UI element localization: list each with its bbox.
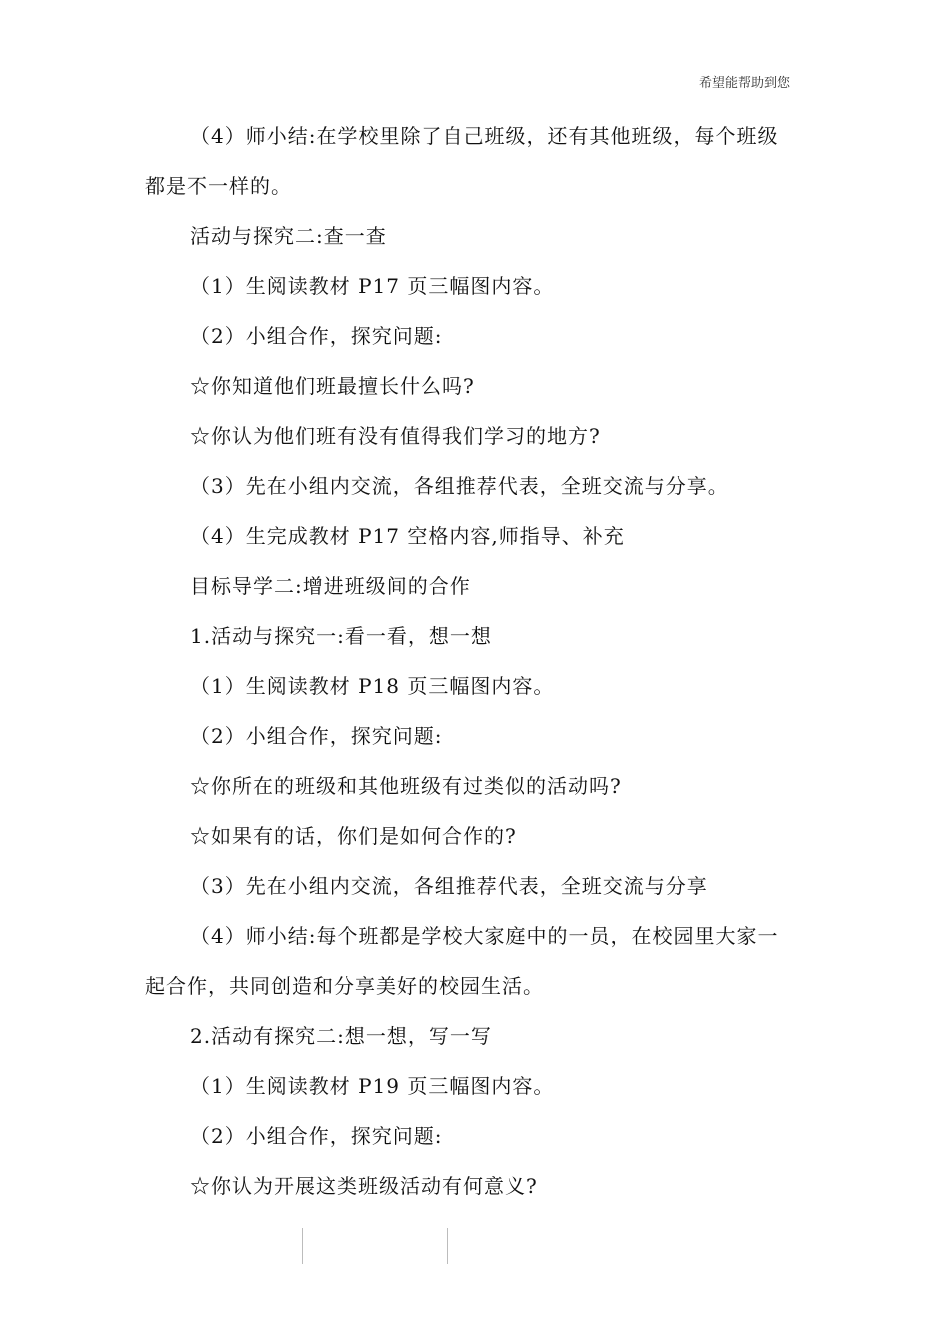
question-line: ☆你知道他们班最擅长什么吗? (190, 374, 475, 398)
paragraph-line: 都是不一样的。 (145, 174, 292, 198)
section-heading: 1.活动与探究一:看一看，想一想 (190, 624, 492, 648)
question-line: ☆如果有的话，你们是如何合作的? (190, 824, 517, 848)
header-note: 希望能帮助到您 (698, 76, 790, 91)
paragraph-line: （4）师小结:在学校里除了自己班级，还有其他班级，每个班级 (190, 124, 779, 148)
paragraph-line: （4）生完成教材 P17 空格内容,师指导、补充 (190, 524, 625, 548)
paragraph-line: 起合作，共同创造和分享美好的校园生活。 (145, 974, 544, 998)
paragraph-line: （4）师小结:每个班都是学校大家庭中的一员，在校园里大家一 (190, 924, 779, 948)
paragraph-line: （3）先在小组内交流，各组推荐代表，全班交流与分享 (190, 874, 708, 898)
question-line: ☆你所在的班级和其他班级有过类似的活动吗? (190, 774, 622, 798)
paragraph-line: （1）生阅读教材 P17 页三幅图内容。 (190, 274, 555, 298)
paragraph-line: （3）先在小组内交流，各组推荐代表，全班交流与分享。 (190, 474, 729, 498)
paragraph-line: （1）生阅读教材 P19 页三幅图内容。 (190, 1074, 555, 1098)
question-line: ☆你认为开展这类班级活动有何意义? (190, 1174, 538, 1198)
section-heading: 活动与探究二:查一查 (190, 224, 387, 248)
paragraph-line: （2）小组合作，探究问题: (190, 724, 443, 748)
paragraph-line: （2）小组合作，探究问题: (190, 324, 443, 348)
section-heading: 目标导学二:增进班级间的合作 (190, 574, 471, 598)
footer-divider-right (447, 1228, 448, 1264)
section-heading: 2.活动有探究二:想一想，写一写 (190, 1024, 492, 1048)
question-line: ☆你认为他们班有没有值得我们学习的地方? (190, 424, 601, 448)
paragraph-line: （1）生阅读教材 P18 页三幅图内容。 (190, 674, 555, 698)
paragraph-line: （2）小组合作，探究问题: (190, 1124, 443, 1148)
footer-divider-left (302, 1228, 303, 1264)
